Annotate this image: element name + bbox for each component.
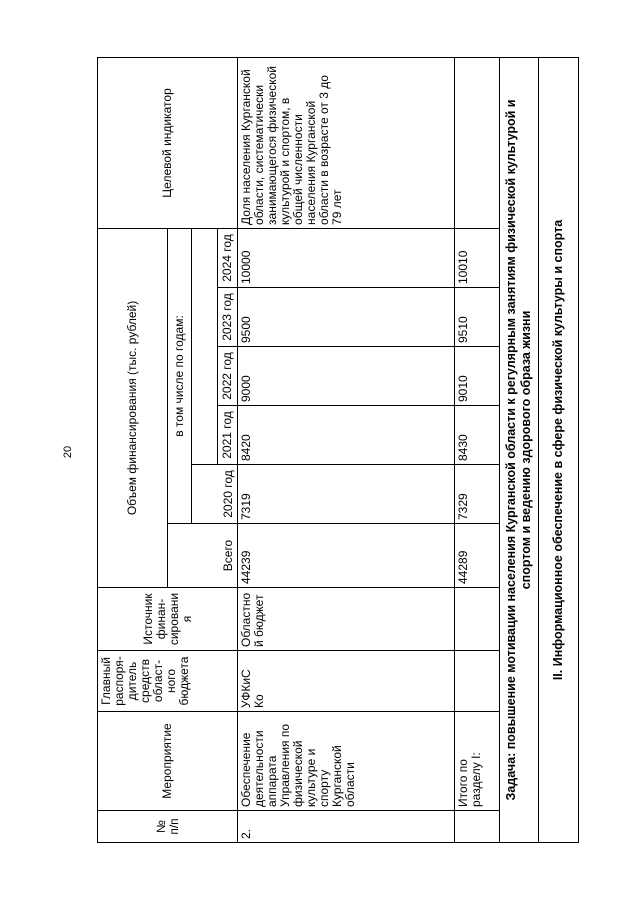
header-manager: Главный распоря-дитель средств област-ного бюджета bbox=[98, 651, 238, 712]
row-source: Областной бюджет bbox=[238, 588, 455, 651]
header-event: Мероприятие bbox=[98, 712, 238, 811]
task-text: Задача: повышение мотивации населения Курганской области к регулярным занятиям физической культурой и спортом и ведению здорового образа жизни bbox=[500, 57, 539, 842]
section-heading: II. Информационное обеспечение в сфере физической культуры и спорта bbox=[539, 57, 579, 842]
subtotal-source bbox=[455, 588, 500, 651]
header-year: 2020 год bbox=[192, 465, 238, 524]
row-year-value: 10000 bbox=[238, 228, 455, 287]
header-by-years: в том числе по годам: bbox=[168, 228, 192, 523]
row-year-value: 9000 bbox=[238, 347, 455, 406]
section-row bbox=[539, 57, 579, 842]
subtotal-indicator bbox=[455, 57, 500, 228]
row-year-value: 9500 bbox=[238, 288, 455, 347]
header-num: № п/п bbox=[98, 811, 238, 843]
subtotal-year-value: 9010 bbox=[455, 347, 500, 406]
header-year: 2023 год bbox=[218, 288, 238, 347]
row-manager: УФКиС Ко bbox=[238, 651, 455, 712]
row-num: 2. bbox=[238, 811, 455, 843]
table-row bbox=[238, 57, 455, 842]
header-year: 2024 год bbox=[218, 228, 238, 287]
header-year: 2022 год bbox=[218, 347, 238, 406]
funding-table bbox=[97, 57, 579, 843]
header-source: Источник финан-сирования bbox=[98, 588, 238, 651]
subtotal-year-value: 8430 bbox=[455, 406, 500, 465]
rotated-content bbox=[97, 58, 599, 843]
task-row bbox=[500, 57, 539, 842]
header-total: Всего bbox=[168, 524, 238, 588]
subtotal-row bbox=[455, 57, 500, 842]
subtotal-label: Итого по разделу I: bbox=[455, 712, 500, 811]
row-event: Обеспечение деятельности аппарата Управления по физической культуре и спорту Курганской области bbox=[238, 712, 455, 811]
row-total: 44239 bbox=[238, 524, 455, 588]
row-year-value: 7319 bbox=[238, 465, 455, 524]
header-funding: Объем финансирования (тыс. рублей) bbox=[98, 228, 168, 587]
page-number: 20 bbox=[62, 445, 74, 459]
subtotal-num bbox=[455, 811, 500, 843]
subtotal-year-value: 7329 bbox=[455, 465, 500, 524]
subtotal-manager bbox=[455, 651, 500, 712]
subtotal-year-value: 9510 bbox=[455, 288, 500, 347]
row-year-value: 8420 bbox=[238, 406, 455, 465]
subtotal-year-value: 10010 bbox=[455, 228, 500, 287]
subtotal-total: 44289 bbox=[455, 524, 500, 588]
row-indicator: Доля населения Курганской области, систематически занимающегося физической культурой и спортом, в общей численности населения Курганской области в возрасте от 3 до 79 лет bbox=[238, 57, 455, 228]
header-indicator: Целевой индикатор bbox=[98, 57, 238, 228]
header-year: 2021 год bbox=[218, 406, 238, 465]
header-spacer-wide bbox=[192, 228, 218, 464]
